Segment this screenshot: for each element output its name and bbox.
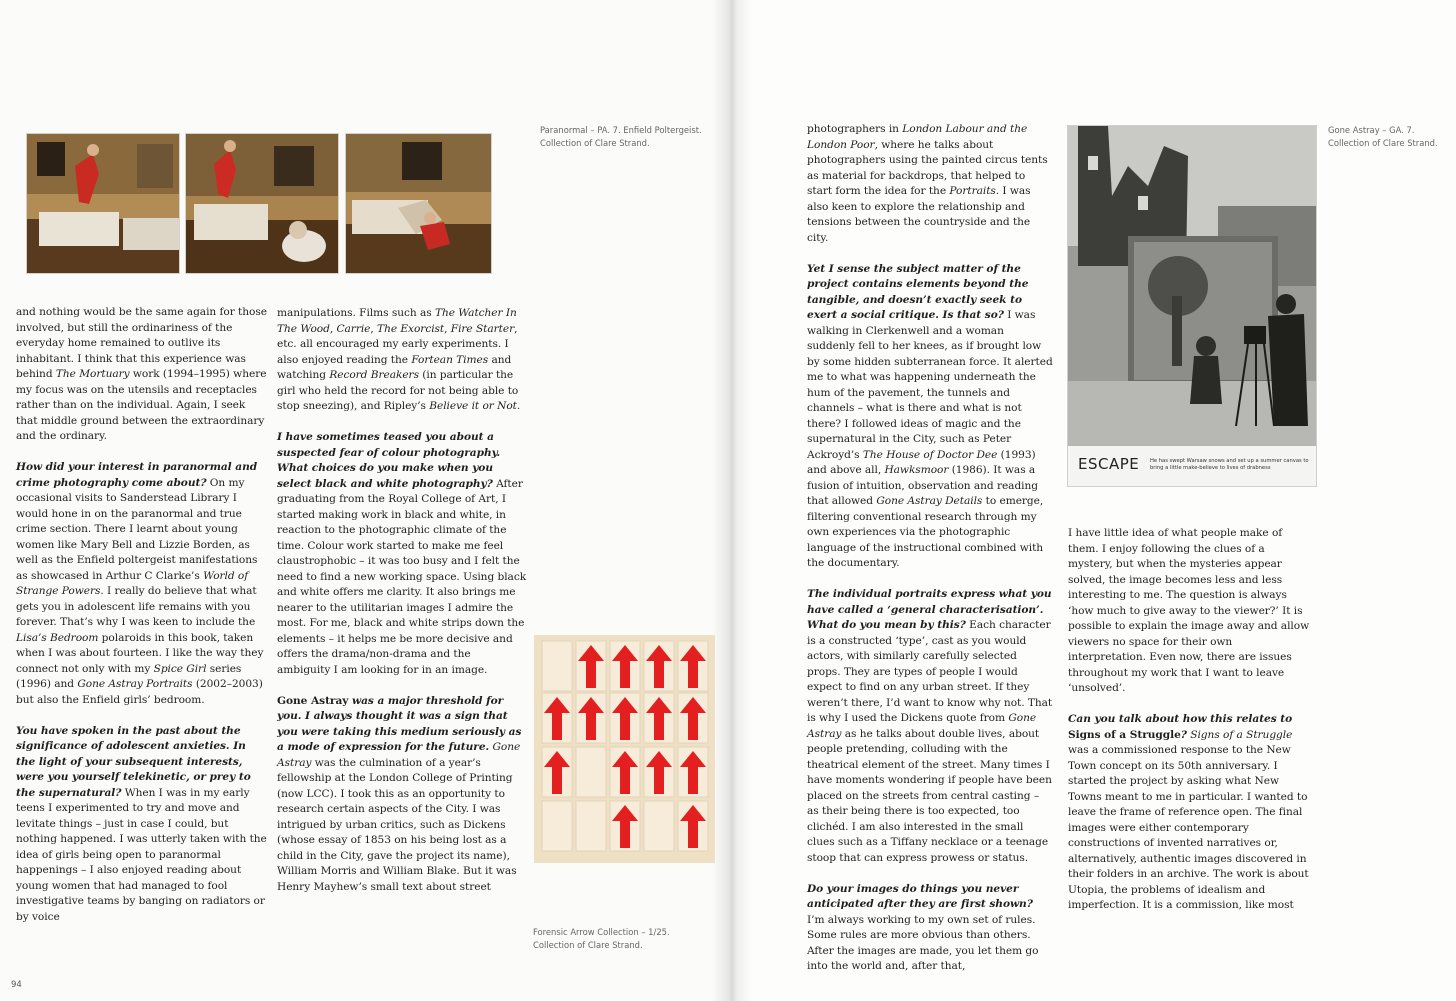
body-text: When I was in my early teens I experimented to try and move and levitate things – just in case I could, but nothing happened. I was utterly taken with the idea of girls being open to paranormal happenings – I also enjoyed reading about young women that had managed to fool investigative teams by banging on radiators or by voice: [16, 786, 267, 923]
gone-astray-photo: [1067, 125, 1317, 487]
question-text: Do your images do things you never anticipated after they are first shown?: [807, 882, 1033, 910]
body-text: work (1994–1995) where my focus was on the utensils and receptacles rather than on the individual. Again, I seek that middle ground between the extraordinary and the ordinary.: [16, 368, 267, 442]
polaroid-photo-3: [345, 133, 492, 274]
caption-paranormal-line-1: Paranormal – PA. 7. Enfield Poltergeist.: [540, 125, 702, 135]
body-text: to emerge, filtering conventional research through my own experiences via the photographic language of the instructional combined with the documentary.: [807, 495, 1044, 569]
arrow-sticker: [644, 801, 674, 851]
body-text: . I really do believe that what gets you in adolescent life remains with you forever. That’s why I was keen to include the: [16, 585, 257, 628]
arrow-stickers: [534, 635, 715, 863]
question-text: ?: [1180, 728, 1187, 741]
body-text: (1993) and above all,: [807, 448, 1036, 476]
body-text: The Mortuary: [55, 368, 130, 380]
body-text: ,: [329, 322, 337, 335]
body-text: I have little idea of what people make of them. I enjoy following the clues of a mystery, but when the mysteries appear solved, the image becomes less and less interesting to me. The question is always ‘how much to give away to the viewer?’ It is possible to explain the image away and allow viewers no space for their own interpretation. Even now, there are issues throughout my work that I want to leave ‘unsolved’.: [1068, 527, 1310, 694]
question-text: I have sometimes teased you about a suspected fear of colour photography. What choices do you make when you select black and white photography?: [277, 431, 501, 490]
body-text: Gone Astray: [277, 741, 521, 769]
arrow-sticker: [610, 641, 640, 691]
body-text: After graduating from the Royal College of Art, I started making work in black and white, in reaction to the photographic climate of the time. Colour work started to make me feel claustrophobic – it was too busy and I felt the need to find a new working space. Using black and white offers me clarity. It also brings me nearer to the utilitarian images I admire the most. For me, black and white strips down the elements – it helps me be more decisive and offers the drama/non-drama and the ambiguity I am looking for in an image.: [277, 477, 527, 676]
body-text: Lisa’s Bedroom: [16, 631, 99, 644]
arrow-sticker: [644, 641, 674, 691]
arrow-sticker: [542, 747, 572, 797]
body-text: The Watcher In The Wood: [277, 307, 517, 335]
question-text: Yet I sense the subject matter of the project contains elements beyond the tangible, and doesn’t exactly seek to exert a social critique. Is that so?: [807, 262, 1029, 321]
question-text: How did your interest in paranormal and crime photography come about?: [16, 461, 258, 489]
body-text: Each character is a constructed ‘type’, cast as you would actors, with similarly carefully selected props. They are types of people I would expect to find on any urban street. If they weren’t there, I’d want to know why not. That is why I used the Dickens quote from: [807, 619, 1053, 724]
arrow-sticker: [576, 747, 606, 797]
body-text: . I was also keen to explore the relationship and tensions between the countryside and the city.: [807, 185, 1031, 244]
arrow-sticker: [644, 747, 674, 797]
body-text: Portraits: [949, 185, 996, 197]
caption-paranormal-line-2: Collection of Clare Strand.: [540, 137, 650, 148]
escape-subtext: He has swept Warsaw snows and set up a summer canvas to bring a little make-believe to lives of drabness: [1150, 458, 1309, 471]
text-column-4: [1068, 526, 1312, 929]
body-text: .: [516, 400, 521, 412]
escape-caption-bar: [1068, 446, 1316, 486]
caption-arrows-line-1: Forensic Arrow Collection – 1/25.: [533, 927, 670, 937]
question-text: You have spoken in the past about the significance of adolescent anxieties. In the light of your subsequent interests, were you yourself telekinetic, or prey to the supernatural?: [16, 724, 251, 799]
body-text: Gone Astray Portraits: [77, 678, 193, 690]
body-text: and nothing would be the same again for those involved, but still the ordinariness of the everyday home remained to outlive its inhabitant. I think that this experience was behind: [16, 306, 267, 380]
paragraph: [1068, 712, 1312, 914]
paragraph: [807, 882, 1053, 975]
body-text: as he talks about double lives, about people pretending, colluding with the theatrical element of the street. Many times I have moments wondering if people have been placed on the streets from central casting – as their being there is too expected, too clichéd. I am also interested in the small clues such as a Tiffany necklace or a teenage stoop that can express prowess or status.: [807, 727, 1052, 864]
body-text: manipulations. Films such as: [277, 307, 435, 319]
body-text: (1986). It was a fusion of intuition, observation and reading that allowed: [807, 464, 1039, 507]
body-text: Signs of a Struggle: [1190, 728, 1293, 741]
body-text: ,: [444, 322, 451, 335]
body-text: photographers in: [807, 123, 903, 135]
arrow-sticker: [678, 693, 708, 743]
body-text: The Exorcist: [377, 322, 445, 335]
question-text: The individual portraits express what you have called a ‘general characterisation’. What do you mean by this?: [807, 588, 1052, 631]
page-number: 94: [11, 980, 22, 990]
body-text: Gone Astray Details: [876, 495, 983, 507]
text-column-3: [807, 122, 1053, 990]
polaroid-scene-3: [346, 134, 491, 273]
body-text: series (1996) and: [16, 662, 242, 690]
body-text: Spice Girl: [153, 662, 207, 675]
caption-gone-astray-line-2: Collection of Clare Strand.: [1328, 137, 1438, 148]
paragraph: [16, 460, 268, 708]
arrow-sticker: [678, 747, 708, 797]
book-gutter: [712, 0, 752, 1001]
body-text: Record Breakers: [329, 369, 419, 381]
body-text: The House of Doctor Dee: [862, 448, 998, 461]
arrow-sticker: [542, 693, 572, 743]
paragraph: [16, 724, 268, 926]
arrow-sticker: [576, 641, 606, 691]
arrow-sticker: [610, 693, 640, 743]
caption-gone-astray: [1328, 124, 1438, 149]
body-text: I’m always working to my own set of rules. Some rules are more obvious than others. After the images are made, you let them go into the world and, after that,: [807, 913, 1039, 972]
text-column-1: [16, 305, 268, 941]
arrow-sticker: [576, 801, 606, 851]
body-text: London Labour and the London Poor: [807, 123, 1028, 151]
arrow-sticker: [542, 801, 572, 851]
polaroid-photo-2: [185, 133, 339, 274]
body-text: (in particular the girl who held the record for not being able to stop sneezing), and Ripley’s: [277, 369, 519, 412]
body-text: , etc. all encouraged my early experiments. I also enjoyed reading the: [277, 322, 518, 366]
paragraph: [1068, 526, 1312, 697]
arrow-sticker: [678, 641, 708, 691]
body-text: , where he talks about photographers using the painted circus tents as material for backdrops, that helped to start form the idea for the: [807, 138, 1048, 197]
paragraph: [807, 262, 1053, 572]
body-text: polaroids in this book, taken when I was about fourteen. I like the way they connect not only with my: [16, 631, 264, 675]
body-text: was a commissioned response to the New Town concept on its 50th anniversary. I started the project by asking what New Towns meant to me in particular. I wanted to leave the frame of reference open. The final images were either contemporary constructions of invented narratives or, alternatively, authentic images discovered in their folders in an archive. The work is about Utopia, the problems of idealism and imperfection. It is a commission, like most: [1068, 744, 1309, 911]
paragraph: [807, 122, 1053, 246]
arrow-sticker: [610, 801, 640, 851]
body-text: was the culmination of a year’s fellowship at the London College of Printing (now LCC). I took this as an opportunity to research certain aspects of the City. I was intrigued by urban critics, such as Dickens (whose essay of 1853 on his being lost as a child in the City, gave the project its name), William Morris and William Blake. But it was Henry Mayhew’s small text about street: [277, 756, 517, 893]
caption-gone-astray-line-1: Gone Astray – GA. 7.: [1328, 125, 1415, 135]
paragraph: [277, 306, 527, 415]
body-text: Signs of a Struggle: [1068, 728, 1181, 741]
body-text: Fortean Times: [411, 353, 489, 366]
paragraph: [277, 694, 527, 896]
body-text: (2002–2003) but also the Enfield girls’ bedroom.: [16, 678, 263, 706]
forensic-arrow-collection-image: [534, 635, 715, 863]
paragraph: [277, 430, 527, 678]
arrow-sticker: [610, 747, 640, 797]
gone-astray-scene: [1068, 126, 1316, 446]
polaroid-scene-1: [27, 134, 179, 273]
body-text: Hawksmoor: [884, 464, 949, 476]
caption-arrows: [533, 926, 670, 951]
arrow-sticker: [542, 641, 572, 691]
escape-headline: ESCAPE: [1078, 455, 1140, 473]
polaroid-scene-2: [186, 134, 338, 273]
arrow-sticker: [576, 693, 606, 743]
question-text: was a major threshold for you. I always thought it was a sign that you were taking this medium seriously as a mode of expression for the future.: [277, 694, 522, 753]
body-text: Carrie: [336, 322, 371, 335]
body-text: Fire Starter: [450, 322, 515, 335]
text-column-2: [277, 306, 527, 911]
polaroid-photo-1: [26, 133, 180, 274]
body-text: Believe it or Not: [429, 400, 517, 412]
caption-paranormal: [540, 124, 702, 149]
paragraph: [807, 587, 1053, 866]
arrow-sticker: [678, 801, 708, 851]
body-text: On my occasional visits to Sanderstead Library I would hone in on the paranormal and true crime section. There I learnt about young women like Mary Bell and Lizzie Borden, as well as the Enfield poltergeist manifestations as showcased in Arthur C Clarke’s: [16, 476, 258, 582]
arrow-sticker: [644, 693, 674, 743]
body-text: I was walking in Clerkenwell and a woman suddenly fell to her knees, as if brought low by some hidden subterranean force. It alerted me to what was happening underneath the hum of the pavement, the tunnels and channels – what is there and what is not there? I followed ideas of magic and the supernatural in the City, such as Peter Ackroyd’s: [807, 309, 1053, 461]
question-text: Can you talk about how this relates to: [1068, 713, 1293, 725]
caption-arrows-line-2: Collection of Clare Strand.: [533, 939, 643, 950]
body-text: Gone Astray: [807, 712, 1037, 740]
paragraph: [16, 305, 268, 445]
body-text: World of Strange Powers: [16, 569, 249, 597]
body-text: Gone Astray: [277, 694, 349, 707]
body-text: ,: [370, 322, 378, 335]
body-text: and watching: [277, 353, 512, 381]
